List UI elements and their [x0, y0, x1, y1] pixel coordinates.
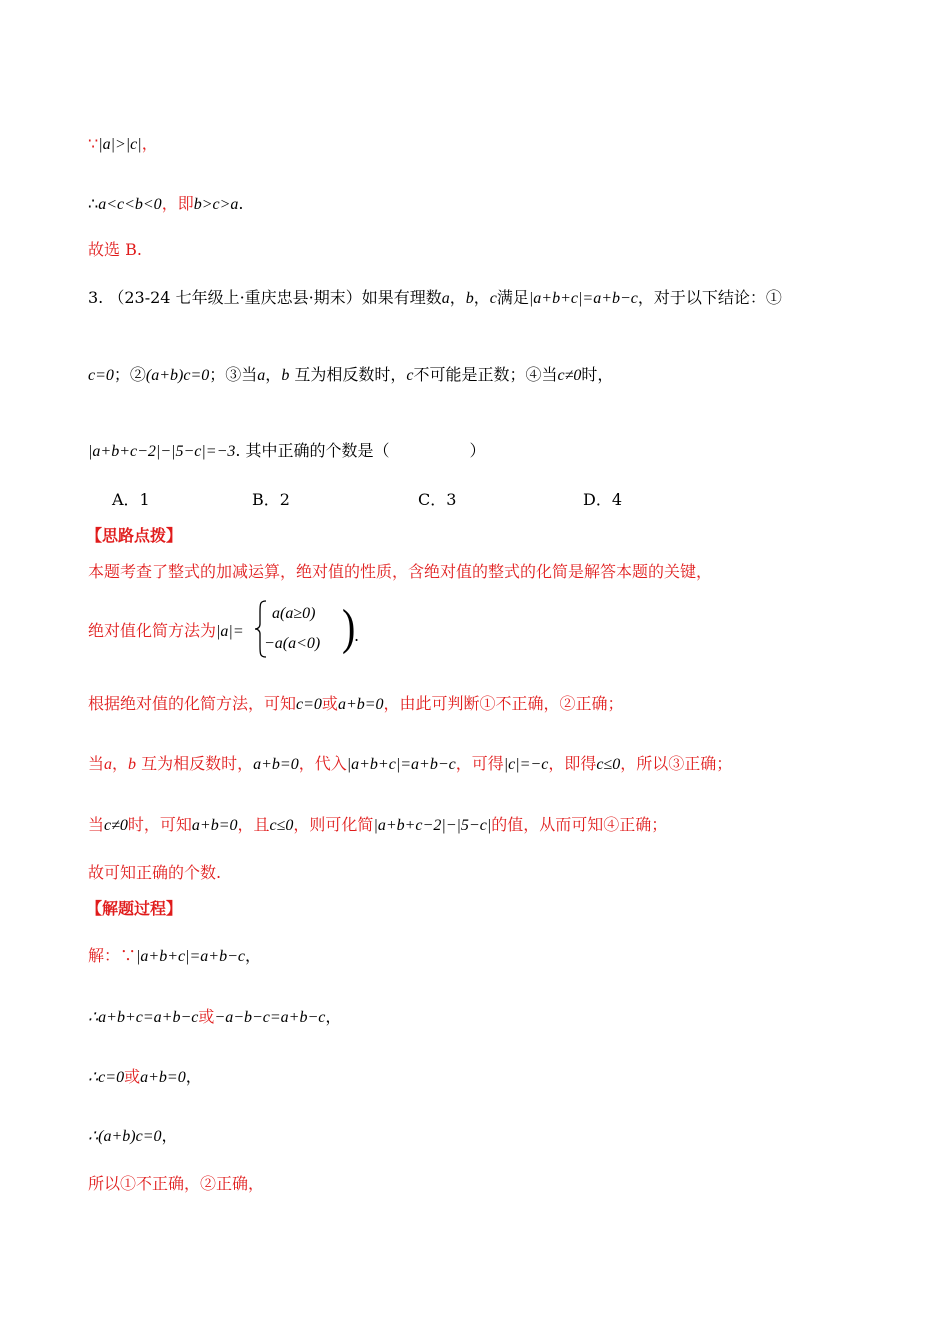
punct: ，	[473, 288, 490, 307]
var-b: b	[465, 290, 474, 307]
math-product-zero: ∴(a+b)c=0	[88, 1128, 162, 1145]
right-paren-icon: )	[342, 598, 356, 655]
punct: ，	[141, 134, 158, 153]
math-sum-zero: a+b=0	[253, 756, 299, 773]
text: 或	[198, 1007, 215, 1026]
hint-line-1: 本题考查了整式的加减运算，绝对值的性质，含绝对值的整式的化简是解答本题的关键，	[88, 562, 713, 581]
answer-choice-line: 故选 B.	[88, 240, 142, 259]
text: 时，可知	[127, 815, 192, 834]
text: 绝对值化简方法为	[88, 621, 217, 640]
text: 满足	[496, 288, 529, 307]
math-c-nonpositive: c≤0	[269, 817, 294, 834]
abs-case-2: −a(a<0)	[264, 635, 321, 652]
text: ，即得	[548, 754, 597, 773]
math-abs-lhs: |a|=	[216, 623, 244, 640]
hint-line-4	[88, 753, 732, 776]
math-case-1: ∴a+b+c=a+b−c	[88, 1009, 199, 1026]
solution-header: 【解题过程】	[86, 899, 183, 918]
text: 解：∵	[88, 946, 137, 965]
punct: ，	[161, 1126, 178, 1145]
math-sum-zero: a+b=0	[191, 817, 238, 834]
var-b: b	[128, 756, 137, 773]
math-c-nonzero: c≠0	[557, 367, 582, 384]
text: ，且	[237, 815, 270, 834]
math-sum-zero: a+b=0	[337, 696, 384, 713]
punct: .	[354, 626, 360, 645]
abs-method-line	[88, 620, 244, 643]
hint-line-6: 故可知正确的个数.	[88, 863, 222, 882]
math-c-nonzero: c≠0	[104, 817, 128, 834]
solution-step-1	[88, 945, 261, 968]
solution-step-5: 所以①不正确，②正确，	[88, 1174, 265, 1193]
text: 的值，从而可知④正确；	[491, 815, 668, 834]
math-c-zero: c=0	[88, 367, 114, 384]
var-a: a	[104, 756, 113, 773]
abs-case-1: a(a≥0)	[272, 605, 316, 622]
question-source: （23-24 七年级上·重庆忠县·期末）如果有理数	[108, 288, 442, 307]
punct: ，	[325, 1007, 342, 1026]
math-inequality: a<c<b<0	[98, 196, 162, 213]
hint-header: 【思路点拨】	[86, 526, 183, 545]
text: ，所以③正确；	[620, 754, 733, 773]
solution-step-3	[88, 1066, 202, 1089]
math-c-nonpositive: c≤0	[596, 756, 621, 773]
var-c: c	[489, 290, 497, 307]
math-expression: |a+b+c−2|−|5−c|	[373, 817, 492, 834]
hint-line-3	[88, 693, 624, 716]
option-c[interactable]: C．3	[418, 490, 457, 509]
var-c: c	[406, 367, 414, 384]
text: ，对于以下结论：①	[637, 288, 782, 307]
option-b[interactable]: B．2	[252, 490, 290, 509]
text: ；③当	[209, 365, 258, 384]
text: 互为相反数时，	[289, 365, 407, 384]
math-abs-compare: |a|>|c|	[98, 136, 142, 153]
text: ，由此可判断①不正确，②正确；	[383, 694, 624, 713]
solution-step-2	[88, 1006, 341, 1029]
text: 当	[88, 815, 105, 834]
text: 时，	[581, 365, 614, 384]
question-3-line-3	[88, 440, 486, 463]
text: ，即	[161, 194, 194, 213]
text: 根据绝对值的化简方法，可知	[88, 694, 297, 713]
question-number: 3.	[88, 288, 104, 307]
text: 互为相反数时，	[136, 754, 254, 773]
var-a: a	[257, 367, 266, 384]
math-inequality-2: b>c>a	[193, 196, 239, 213]
because-symbol: ∵	[88, 134, 99, 153]
text: ，可得	[455, 754, 504, 773]
punct: ，	[265, 365, 282, 384]
solution-step-4	[88, 1125, 178, 1148]
option-a[interactable]: A．1	[112, 490, 150, 509]
punct: ，	[449, 288, 466, 307]
question-3-line-1	[88, 287, 782, 310]
punct: ，	[245, 946, 262, 965]
text: 或	[124, 1067, 141, 1086]
punct: .	[238, 194, 244, 213]
punct: ，	[185, 1067, 202, 1086]
math-abs-c: |c|=−c	[503, 756, 549, 773]
text: ，代入	[298, 754, 347, 773]
solution-line-therefore	[88, 193, 244, 216]
var-b: b	[281, 367, 290, 384]
text: 不可能是正数；④当	[413, 365, 558, 384]
math-product-zero: (a+b)c=0	[145, 367, 210, 384]
math-case-2: −a−b−c=a+b−c	[214, 1009, 326, 1026]
var-a: a	[441, 290, 450, 307]
math-c-zero: ∴c=0	[88, 1069, 125, 1086]
text: ，则可化简	[293, 815, 374, 834]
text: 当	[88, 754, 105, 773]
text: . 其中正确的个数是（ ）	[235, 441, 486, 460]
therefore-symbol: ∴	[88, 194, 99, 213]
hint-line-5	[88, 814, 667, 837]
math-sum-zero: a+b=0	[140, 1069, 186, 1086]
math-expression: |a+b+c−2|−|5−c|=−3	[88, 443, 236, 460]
math-condition: |a+b+c|=a+b−c	[136, 948, 245, 965]
text: 或	[321, 694, 338, 713]
math-condition: |a+b+c|=a+b−c	[528, 290, 638, 307]
punct: ，	[112, 754, 129, 773]
math-condition: |a+b+c|=a+b−c	[346, 756, 456, 773]
question-3-line-2	[88, 364, 613, 387]
solution-line-because	[88, 133, 158, 156]
text: ；②	[113, 365, 146, 384]
math-c-zero: c=0	[296, 696, 322, 713]
option-d[interactable]: D．4	[583, 490, 623, 509]
